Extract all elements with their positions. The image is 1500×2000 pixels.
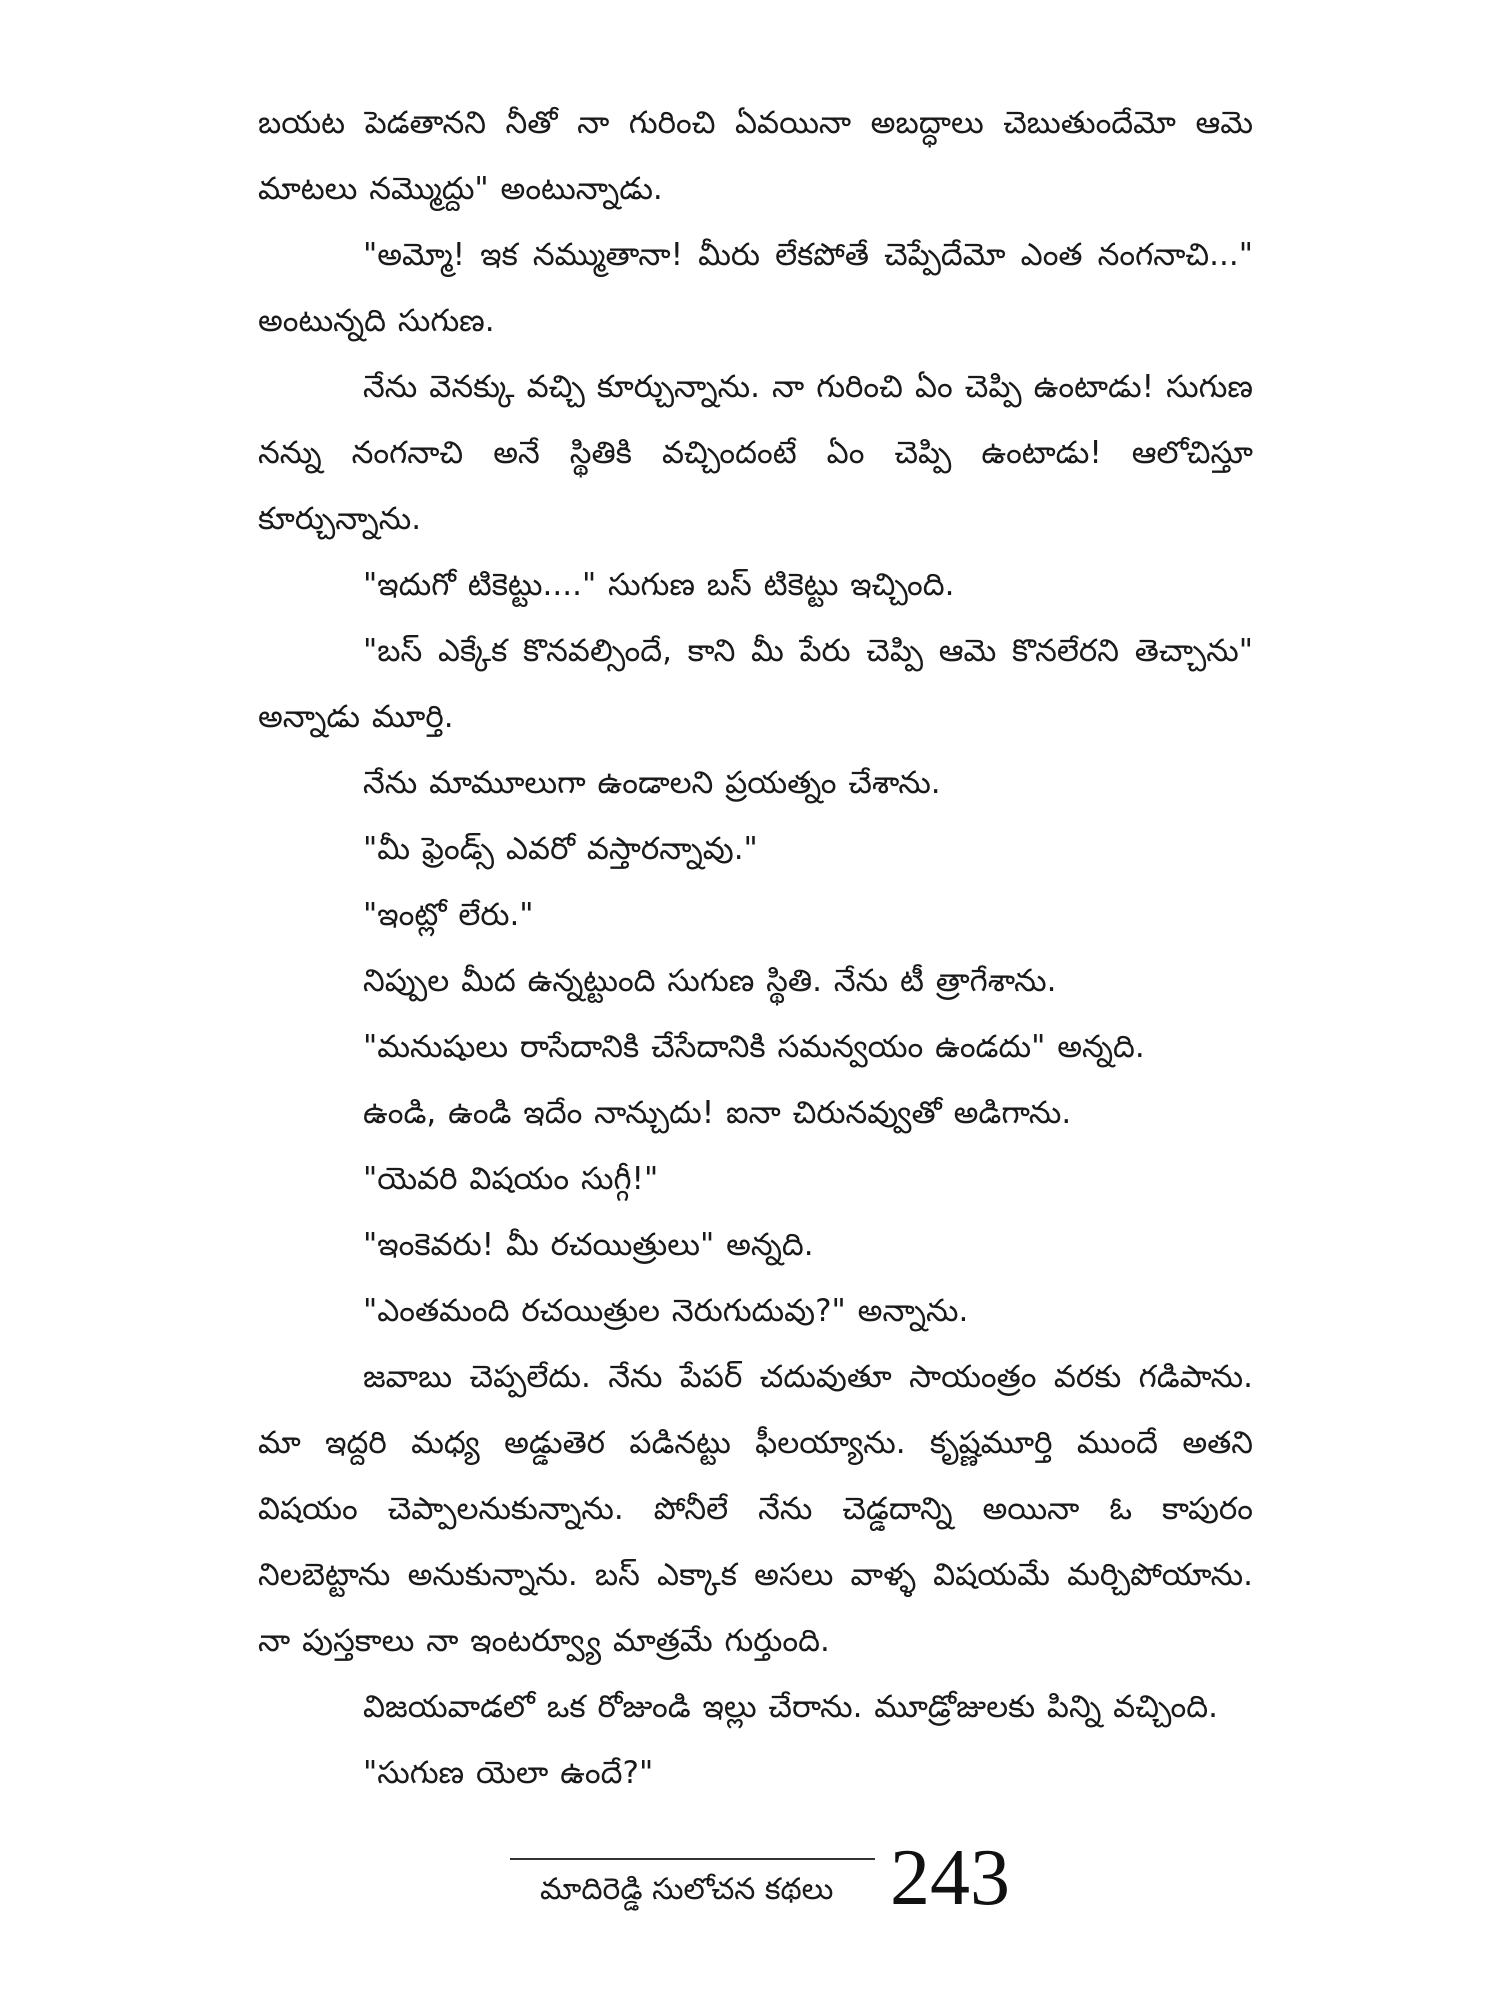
paragraph: జవాబు చెప్పలేదు. నేను పేపర్ చదువుతూ సాయంత్రం వరకు గడిపాను. మా ఇద్దరి మధ్య అడ్డుతెర పడినట్టు ఫీలయ్యాను. కృష్ణమూర్తి ముందే అతని విషయం చెప్పాలనుకున్నాను. పోనీలే నేను చెడ్డదాన్ని అయినా ఓ కాపురం నిలబెట్టాను అనుకున్నాను. బస్ ఎక్కాక అసలు వాళ్ళ విషయమే మర్చిపోయాను. నా పుస్తకాలు నా ఇంటర్వ్యూ మాత్రమే గుర్తుంది. [258,1359,1253,1659]
footer-divider [510,1858,875,1860]
paragraph: నిప్పుల మీద ఉన్నట్టుంది సుగుణ స్థితి. నేను టీ త్రాగేశాను. [363,963,1057,999]
paragraph: "ఎంతమంది రచయిత్రుల నెరుగుదువు?" అన్నాను. [363,1293,969,1329]
paragraph: "ఇంట్లో లేరు." [363,897,534,933]
page-footer [510,1836,1030,1936]
paragraph: "ఇంకెవరు! మీ రచయిత్రులు" అన్నది. [363,1227,814,1263]
page-number: 243 [890,1834,1010,1922]
paragraph: "సుగుణ యెలా ఉందే?" [363,1755,654,1791]
paragraph: ఉండి, ఉండి ఇదేం నాన్చుదు! ఐనా చిరునవ్వుతో అడిగాను. [363,1095,1072,1131]
paragraph: నేను మామూలుగా ఉండాలని ప్రయత్నం చేశాను. [363,765,941,801]
paragraph: బయట పెడతానని నీతో నా గురించి ఏవయినా అబద్ధాలు చెబుతుందేమో ఆమె మాటలు నమ్మొద్దు" అంటున్నాడు. [258,105,1253,207]
paragraph: "మనుషులు రాసేదానికి చేసేదానికి సమన్వయం ఉండదు" అన్నది. [363,1029,1145,1065]
paragraph: విజయవాడలో ఒక రోజుండి ఇల్లు చేరాను. మూడ్రోజులకు పిన్ని వచ్చింది. [363,1689,1218,1725]
paragraph: "అమ్మో! ఇక నమ్ముతానా! మీరు లేకపోతే చెప్పేదేమో ఎంత నంగనాచి..." అంటున్నది సుగుణ. [258,237,1253,339]
paragraph: "బస్ ఎక్కేక కొనవల్సిందే, కాని మీ పేరు చెప్పి ఆమె కొనలేరని తెచ్చాను" అన్నాడు మూర్తి. [258,633,1253,735]
story-text [258,90,1253,1806]
paragraph: "యెవరి విషయం సుగ్గీ!" [363,1161,659,1197]
paragraph: నేను వెనక్కు వచ్చి కూర్చున్నాను. నా గురించి ఏం చెప్పి ఉంటాడు! సుగుణ నన్ను నంగనాచి అనే స్థితికి వచ్చిందంటే ఏం చెప్పి ఉంటాడు! ఆలోచిస్తూ కూర్చున్నాను. [258,369,1253,537]
paragraph: "మీ ఫ్రెండ్స్ ఎవరో వస్తారన్నావు." [363,831,758,867]
paragraph: "ఇదుగో టికెట్టు...." సుగుణ బస్ టికెట్టు ఇచ్చింది. [363,567,955,603]
book-title: మాదిరెడ్డి సులోచన కథలు [540,1872,834,1907]
